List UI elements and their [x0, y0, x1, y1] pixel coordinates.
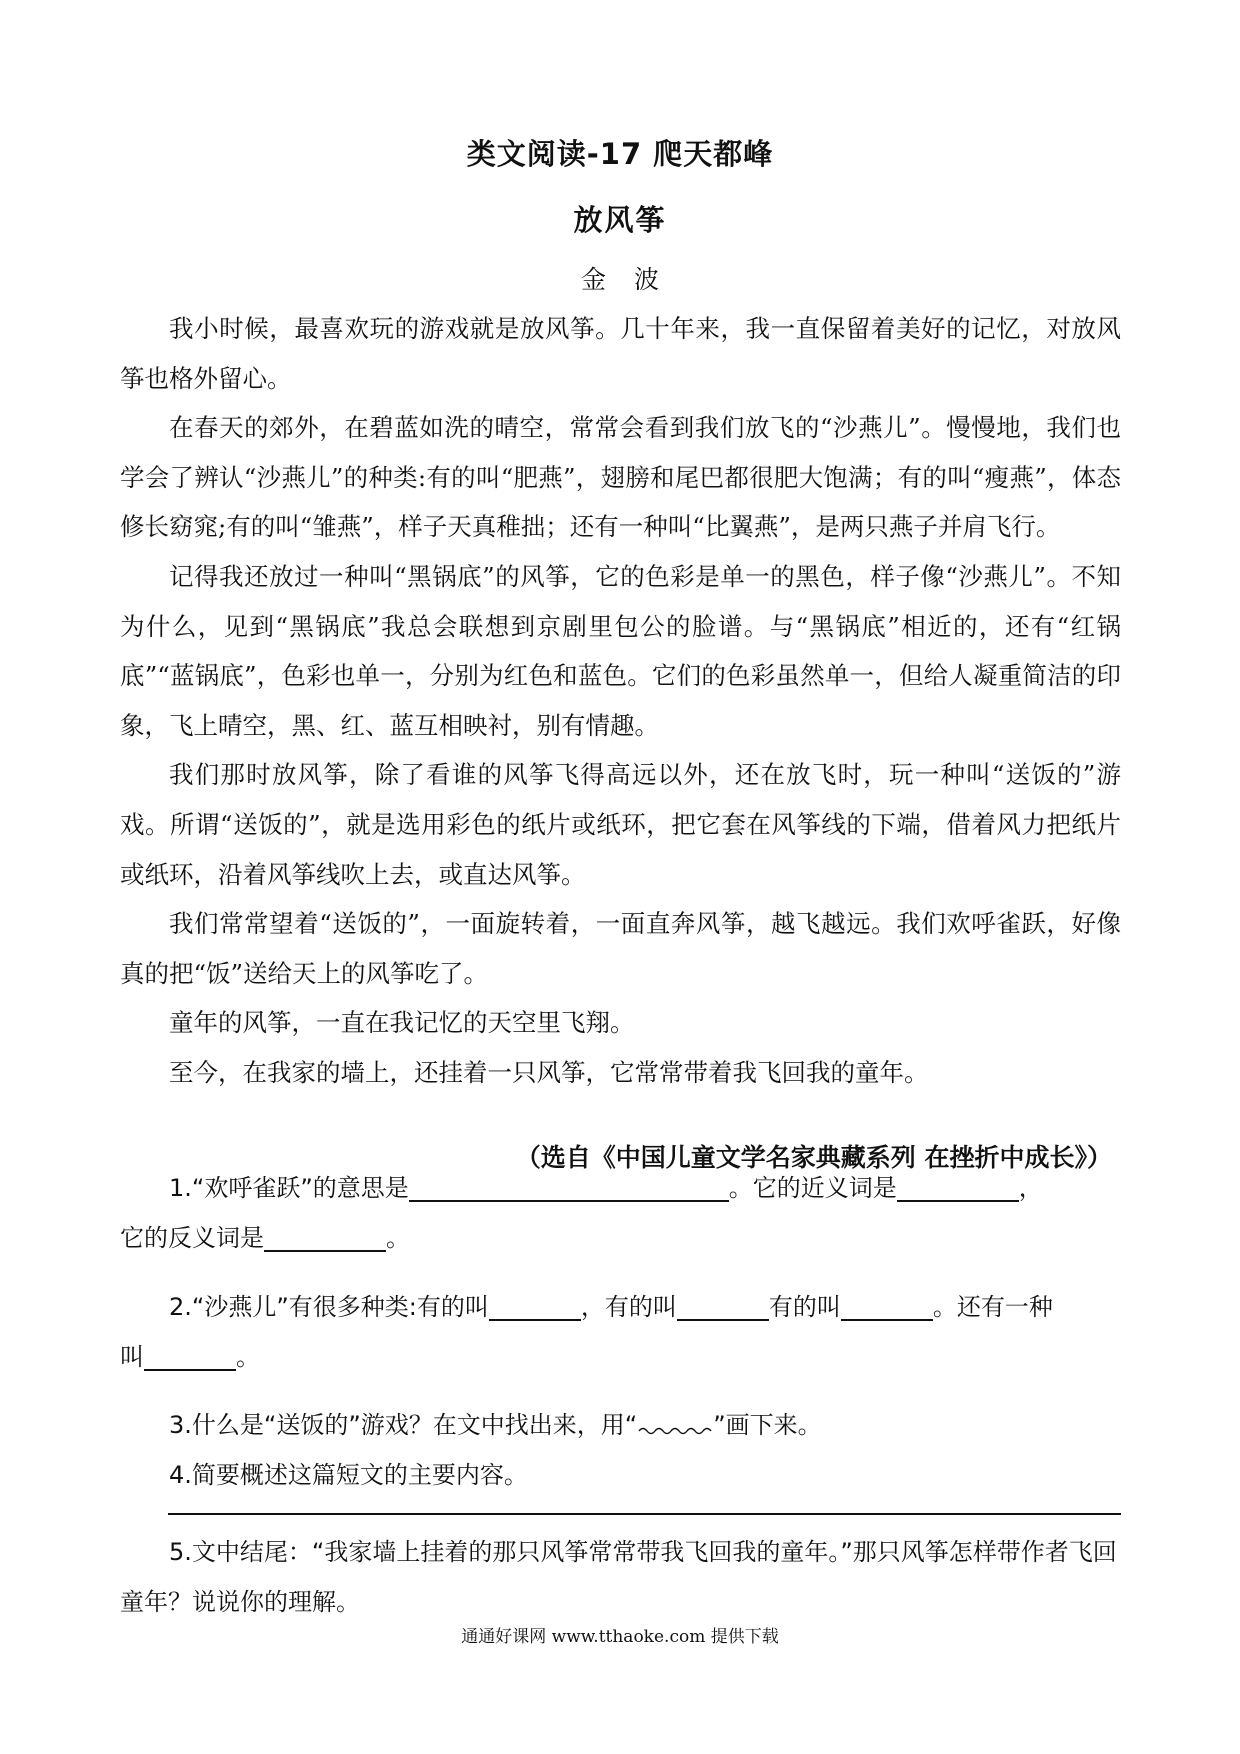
wavy-underline-icon — [637, 1423, 713, 1435]
question-text: 。 — [236, 1342, 260, 1371]
article-paragraph: 我们那时放风筝，除了看谁的风筝飞得高远以外，还在放飞时，玩一种叫“送饭的”游戏。所谓“送饭的”，就是选用彩色的纸片或纸环，把它套在风筝线的下端，借着风力把纸片或纸环，沿着风筝线吹上去，或直达风筝。 — [120, 760, 1121, 889]
question-text: 。 — [386, 1223, 410, 1252]
question-text: 有的叫 — [768, 1293, 841, 1321]
page-footer: 通通好课网 www.tthaoke.com 提供下载 — [461, 1627, 779, 1647]
question-text: ”画下来。 — [713, 1411, 822, 1439]
question-3-line — [120, 1401, 1121, 1451]
answer-blank[interactable] — [409, 1170, 729, 1202]
article-paragraph: 我小时候，最喜欢玩的游戏就是放风筝。几十年来，我一直保留着美好的记忆，对放风筝也格外留心。 — [120, 314, 1121, 393]
article-source: （选自《中国儿童文学名家典藏系列 在挫折中成长》） — [515, 1143, 1112, 1172]
question-text: 1.“欢呼雀跃”的意思是 — [169, 1174, 409, 1202]
question-4-line: 4.简要概述这篇短文的主要内容。 — [169, 1461, 528, 1489]
article-paragraph: 记得我还放过一种叫“黑锅底”的风筝，它的色彩是单一的黑色，样子像“沙燕儿”。不知为什么，见到“黑锅底”我总会联想到京剧里包公的脸谱。与“黑锅底”相近的，还有“红锅底”“蓝锅底”，色彩也单一，分别为红色和蓝色。它们的色彩虽然单一，但给人凝重简洁的印象，飞上晴空，黑、红、蓝互相映衬，别有情趣。 — [120, 561, 1121, 740]
question-3 — [120, 1401, 1121, 1451]
question-1 — [120, 1164, 1121, 1263]
answer-blank[interactable] — [897, 1170, 1019, 1202]
article-body — [120, 304, 1121, 1098]
article-paragraph: 我们常常望着“送饭的”，一面旋转着，一面直奔风筝，越飞越远。我们欢呼雀跃，好像真的把“饭”送给天上的风筝吃了。 — [120, 909, 1121, 988]
article-paragraph: 童年的风筝，一直在我记忆的天空里飞翔。 — [169, 1008, 635, 1038]
article-paragraph: 在春天的郊外，在碧蓝如洗的晴空，常常会看到我们放飞的“沙燕儿”。慢慢地，我们也学会了辨认“沙燕儿”的种类:有的叫“肥燕”，翅膀和尾巴都很肥大饱满；有的叫“瘦燕”，体态修长窈窕;有的叫“雏燕”，样子天真稚拙；还有一种叫“比翼燕”，是两只燕子并肩飞行。 — [120, 413, 1121, 542]
article-title: 放风筝 — [573, 203, 667, 237]
question-text: 2.“沙燕儿”有很多种类:有的叫 — [169, 1293, 489, 1321]
question-4 — [120, 1451, 1121, 1501]
question-text: 叫 — [120, 1342, 144, 1371]
answer-blank[interactable] — [144, 1339, 236, 1371]
question-text: 3.什么是“送饭的”游戏？在文中找出来，用“ — [169, 1411, 638, 1439]
answer-blank[interactable] — [677, 1289, 769, 1321]
article-author: 金波 — [580, 265, 687, 294]
question-1-line-1 — [120, 1164, 1121, 1214]
worksheet-title: 类文阅读-17 爬天都峰 — [466, 137, 774, 171]
answer-line[interactable] — [168, 1513, 1121, 1515]
answer-blank[interactable] — [264, 1220, 386, 1252]
answer-blank[interactable] — [841, 1289, 933, 1321]
question-5 — [120, 1528, 1121, 1627]
question-2-line-2 — [120, 1333, 1121, 1383]
question-2 — [120, 1283, 1121, 1382]
answer-blank[interactable] — [489, 1289, 581, 1321]
article-paragraph: 至今，在我家的墙上，还挂着一只风筝，它常常带着我飞回我的童年。 — [169, 1057, 929, 1087]
question-1-line-2 — [120, 1214, 1121, 1264]
question-text: ，有的叫 — [580, 1293, 677, 1321]
question-text: 它的反义词是 — [120, 1223, 264, 1252]
question-text: 。还有一种 — [932, 1293, 1053, 1321]
question-2-line-1 — [120, 1283, 1121, 1333]
question-5-text: 5.文中结尾：“我家墙上挂着的那只风筝常常带我飞回我的童年。”那只风筝怎样带作者飞回童年？说说你的理解。 — [120, 1538, 1117, 1616]
question-text: 。它的近义词是 — [728, 1174, 897, 1202]
question-text: ， — [1018, 1174, 1043, 1202]
